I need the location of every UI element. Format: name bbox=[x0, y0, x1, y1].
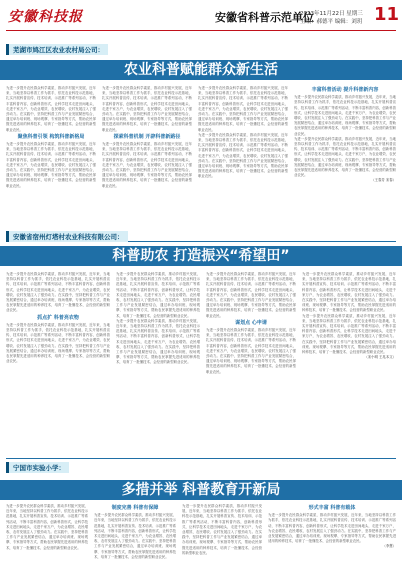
article-column bbox=[116, 272, 200, 450]
issue-date: 2023年11月22日 星期三 bbox=[300, 11, 363, 17]
body-paragraph: 为进一步提升农民群众科学素质，推动乡村振兴发展，近年来，当地坚持以科普工作为抓手，依托农业科技示范基地，扎实开展科普宣传、技术培训、示范推广等系列活动，不断丰富科普内容，创新科普形式，让科学技术走进田间地头，走进千家万户，为农业增效、农民增收、农村发展注入了强劲动力。在实践中，坚持把科普工作与产业发展紧密结合，通过举办培训班、现场观摩、专家指导等方式，帮助农民掌握先进适用的种养技术，培育了一批懂技术、会经营的新型职业农民。 bbox=[94, 513, 176, 559]
section-subhead: 形式丰富 科普有载体 bbox=[308, 505, 356, 511]
body-paragraph: 为进一步提升农民群众科学素质，推动乡村振兴发展，近年来，当地坚持以科普工作为抓手，依托农业科技示范基地，扎实开展科普宣传、技术培训、示范推广等系列活动，不断丰富科普内容，创新科普形式，让科学技术走进田间地头，走进千家万户，为农业增效、农民增收、农村发展注入了强劲动力。在实践中，坚持把科普工作与产业发展紧密结合，通过举办培训班、现场观摩、专家指导等方式，帮助农民掌握先进适用的种养技术，培育了一批懂技术、会经营的新型职业农民。 bbox=[198, 132, 288, 179]
body-paragraph: 为进一步提升农民群众科学素质，推动乡村振兴发展，近年来，当地坚持以科普工作为抓手，依托农业科技示范基地，扎实开展科普宣传、技术培训、示范推广等系列活动，不断丰富科普内容，创新科普形式，让科学技术走进田间地头，走进千家万户，为农业增效、农民增收、农村发展注入了强劲动力。在实践中，坚持把科普工作与产业发展紧密结合，通过举办培训班、现场观摩、专家指导等方式，帮助农民掌握先进适用的种养技术，培育了一批懂技术、会经营的新型职业农民。 bbox=[206, 272, 296, 318]
article-column bbox=[206, 272, 296, 450]
article-source-label: 芜湖市鸠江区农业农村局公司： bbox=[6, 44, 108, 55]
article-column bbox=[182, 504, 262, 574]
body-paragraph: 为进一步提升农民群众科学素质，推动乡村振兴发展，近年来，当地坚持以科普工作为抓手，依托农业科技示范基地，扎实开展科普宣传、技术培训、示范推广等系列活动，不断丰富科普内容，创新科普形式，让科学技术走进田间地头，走进千家万户，为农业增效、农民增收、农村发展注入了强劲动力。在实践中，坚持把科普工作与产业发展紧密结合，通过举办培训班、现场观摩、专家指导等方式，帮助农民掌握先进适用的种养技术，培育了一批懂技术、会经营的新型职业农民。 bbox=[206, 328, 296, 374]
body-paragraph: 为进一步提升农民群众科学素质，推动乡村振兴发展，近年来，当地坚持以科普工作为抓手，依托农业科技示范基地，扎实开展科普宣传、技术培训、示范推广等系列活动，不断丰富科普内容，创新科普形式，让科学技术走进田间地头，走进千家万户，为农业增效、农民增收、农村发展注入了强劲动力。在实践中，坚持把科普工作与产业发展紧密结合，通过举办培训班、现场观摩、专家指导等方式，帮助农民掌握先进适用的种养技术，培育了一批懂技术、会经营的新型职业农民。 bbox=[116, 272, 200, 318]
section-subhead: 探索科普机制 开辟科普新路径 bbox=[113, 133, 181, 140]
article-byline: （宋小明 王兆本文） bbox=[364, 355, 396, 360]
body-paragraph: 为进一步提升农民群众科学素质，推动乡村振兴发展，近年来，当地坚持以科普工作为抓手，依托农业科技示范基地，扎实开展科普宣传、技术培训、示范推广等系列活动，不断丰富科普内容，创新科普形式，让科学技术走进田间地头，走进千家万户，为农业增效、农民增收、农村发展注入了强劲动力。在实践中，坚持把科普工作与产业发展紧密结合，通过举办培训班、现场观摩、专家指导等方式，帮助农民掌握先进适用的种养技术，培育了一批懂技术、会经营的新型职业农民。 bbox=[6, 86, 96, 132]
article-divider bbox=[6, 458, 396, 459]
article-source-label: 宁国市实验小学： bbox=[6, 462, 69, 473]
body-paragraph: 为进一步提升农民群众科学素质，推动乡村振兴发展，近年来，当地坚持以科普工作为抓手，依托农业科技示范基地，扎实开展科普宣传、技术培训、示范推广等系列活动，不断丰富科普内容，创新科普形式，让科学技术走进田间地头，走进千家万户，为农业增效、农民增收、农村发展注入了强劲动力。在实践中，坚持把科普工作与产业发展紧密结合，通过举办培训班、现场观摩、专家指导等方式，帮助农民掌握先进适用的种养技术，培育了一批懂技术、会经营的新型职业农民。 bbox=[6, 142, 96, 188]
article-source-label: 安徽省宿州灯塔村农业科技有限公司： bbox=[6, 231, 128, 242]
article-column bbox=[268, 504, 396, 574]
page-number: 11 bbox=[374, 4, 400, 25]
article-byline: （王春芳 宋春） bbox=[371, 178, 396, 183]
article-byline: （李慧） bbox=[382, 544, 396, 549]
masthead-divider bbox=[6, 30, 396, 31]
body-paragraph: 为进一步提升农民群众科学素质，推动乡村振兴发展，近年来，当地坚持以科普工作为抓手，依托农业科技示范基地，扎实开展科普宣传、技术培训、示范推广等系列活动，不断丰富科普内容，创新科普形式，让科学技术走进田间地头，走进千家万户，为农业增效、农民增收、农村发展注入了强劲动力。在实践中，坚持把科普工作与产业发展紧密结合，通过举办培训班、现场观摩、专家指导等方式，帮助农民掌握先进适用的种养技术，培育了一批懂技术、会经营的新型职业农民。 bbox=[302, 272, 396, 313]
section-subhead: 制度完善 科普有保障 bbox=[111, 505, 159, 511]
article-headline: 多措并举 科普教育开新局 bbox=[0, 480, 402, 500]
body-paragraph: 为进一步提升农民群众科学素质，推动乡村振兴发展，近年来，当地坚持以科普工作为抓手，依托农业科技示范基地，扎实开展科普宣传、技术培训、示范推广等系列活动，不断丰富科普内容，创新科普形式，让科学技术走进田间地头，走进千家万户，为农业增效、农民增收、农村发展注入了强劲动力。在实践中，坚持把科普工作与产业发展紧密结合，通过举办培训班、现场观摩、专家指导等方式，帮助农民掌握先进适用的种养技术，培育了一批懂技术、会经营的新型职业农民。 bbox=[6, 322, 110, 364]
article-column bbox=[294, 86, 396, 238]
body-paragraph: 为进一步提升农民群众科学素质，推动乡村振兴发展，近年来，当地坚持以科普工作为抓手，依托农业科技示范基地，扎实开展科普宣传、技术培训、示范推广等系列活动，不断丰富科普内容，创新科普形式，让科学技术走进田间地头，走进千家万户，为农业增效、农民增收、农村发展注入了强劲动力。在实践中，坚持把科普工作与产业发展紧密结合，通过举办培训班、现场观摩、专家指导等方式，帮助农民掌握先进适用的种养技术，培育了一批懂技术、会经营的新型职业农民。 bbox=[294, 95, 396, 136]
body-paragraph: 为进一步提升农民群众科学素质，推动乡村振兴发展，近年来，当地坚持以科普工作为抓手，依托农业科技示范基地，扎实开展科普宣传、技术培训、示范推广等系列活动，不断丰富科普内容，创新科普形式，让科学技术走进田间地头，走进千家万户，为农业增效、农民增收、农村发展注入了强劲动力。在实践中，坚持把科普工作与产业发展紧密结合，通过举办培训班、现场观摩、专家指导等方式，帮助农民掌握先进适用的种养技术，培育了一批懂技术、会经营的新型职业农民。 bbox=[6, 272, 110, 313]
article-column bbox=[198, 86, 288, 238]
editor-credits: 主编：郝德平 编辑：刘玥 bbox=[300, 19, 363, 25]
body-paragraph: 为进一步提升农民群众科学素质，推动乡村振兴发展，近年来，当地坚持以科普工作为抓手，依托农业科技示范基地，扎实开展科普宣传、技术培训、示范推广等系列活动，不断丰富科普内容，创新科普形式，让科学技术走进田间地头，走进千家万户，为农业增效、农民增收、农村发展注入了强劲动力。在实践中，坚持把科普工作与产业发展紧密结合，通过举办培训班、现场观摩、专家指导等方式，帮助农民掌握先进适用的种养技术，培育了一批懂技术、会经营的新型职业农民。 bbox=[302, 313, 396, 355]
body-paragraph: 为进一步提升农民群众科学素质，推动乡村振兴发展，近年来，当地坚持以科普工作为抓手，依托农业科技示范基地，扎实开展科普宣传、技术培训、示范推广等系列活动，不断丰富科普内容，创新科普形式，让科学技术走进田间地头，走进千家万户，为农业增效、农民增收、农村发展注入了强劲动力。在实践中，坚持把科普工作与产业发展紧密结合，通过举办培训班、现场观摩、专家指导等方式，帮助农民掌握先进适用的种养技术，培育了一批懂技术、会经营的新型职业农民。 bbox=[294, 136, 396, 178]
article-headline: 科普助农 打造振兴“希望田” bbox=[0, 246, 402, 266]
section-subhead: 抓点扩 科普亮农物 bbox=[37, 314, 79, 321]
article-column bbox=[6, 86, 96, 238]
section-subhead: 丰富科普活动 提升科普新内容 bbox=[311, 87, 379, 93]
body-paragraph: 为进一步提升农民群众科学素质，推动乡村振兴发展，近年来，当地坚持以科普工作为抓手，依托农业科技示范基地，扎实开展科普宣传、技术培训、示范推广等系列活动，不断丰富科普内容，创新科普形式，让科学技术走进田间地头，走进千家万户，为农业增效、农民增收、农村发展注入了强劲动力。在实践中，坚持把科普工作与产业发展紧密结合，通过举办培训班、现场观摩、专家指导等方式，帮助农民掌握先进适用的种养技术，培育了一批懂技术、会经营的新型职业农民。 bbox=[182, 504, 262, 555]
article-column bbox=[102, 86, 192, 238]
body-paragraph: 为进一步提升农民群众科学素质，推动乡村振兴发展，近年来，当地坚持以科普工作为抓手，依托农业科技示范基地，扎实开展科普宣传、技术培训、示范推广等系列活动，不断丰富科普内容，创新科普形式，让科学技术走进田间地头，走进千家万户，为农业增效、农民增收、农村发展注入了强劲动力。在实践中，坚持把科普工作与产业发展紧密结合，通过举办培训班、现场观摩、专家指导等方式，帮助农民掌握先进适用的种养技术，培育了一批懂技术、会经营的新型职业农民。 bbox=[6, 504, 88, 550]
newspaper-logo: 安徽科技报 bbox=[8, 9, 83, 25]
section-title: 安徽省科普示范单位 bbox=[215, 11, 314, 24]
section-subhead: 聚焦科普引领 构筑科普新格局 bbox=[17, 133, 85, 140]
article-headline: 农业科普赋能群众新生活 bbox=[0, 60, 402, 80]
article-column bbox=[94, 504, 176, 574]
article-column bbox=[6, 272, 110, 450]
body-paragraph: 为进一步提升农民群众科学素质，推动乡村振兴发展，近年来，当地坚持以科普工作为抓手，依托农业科技示范基地，扎实开展科普宣传、技术培训、示范推广等系列活动，不断丰富科普内容，创新科普形式，让科学技术走进田间地头，走进千家万户，为农业增效、农民增收、农村发展注入了强劲动力。在实践中，坚持把科普工作与产业发展紧密结合，通过举办培训班、现场观摩、专家指导等方式，帮助农民掌握先进适用的种养技术，培育了一批懂技术、会经营的新型职业农民。 bbox=[116, 318, 200, 365]
article-column bbox=[302, 272, 396, 450]
masthead bbox=[0, 0, 402, 34]
body-paragraph: 为进一步提升农民群众科学素质，推动乡村振兴发展，近年来，当地坚持以科普工作为抓手，依托农业科技示范基地，扎实开展科普宣传、技术培训、示范推广等系列活动，不断丰富科普内容，创新科普形式，让科学技术走进田间地头，走进千家万户，为农业增效、农民增收、农村发展注入了强劲动力。在实践中，坚持把科普工作与产业发展紧密结合，通过举办培训班、现场观摩、专家指导等方式，帮助农民掌握先进适用的种养技术，培育了一批懂技术、会经营的新型职业农民。 bbox=[102, 142, 192, 188]
body-paragraph: 为进一步提升农民群众科学素质，推动乡村振兴发展，近年来，当地坚持以科普工作为抓手，依托农业科技示范基地，扎实开展科普宣传、技术培训、示范推广等系列活动，不断丰富科普内容，创新科普形式，让科学技术走进田间地头，走进千家万户，为农业增效、农民增收、农村发展注入了强劲动力。在实践中，坚持把科普工作与产业发展紧密结合，通过举办培训班、现场观摩、专家指导等方式，帮助农民掌握先进适用的种养技术，培育了一批懂技术、会经营的新型职业农民。 bbox=[268, 513, 396, 544]
body-paragraph: 为进一步提升农民群众科学素质，推动乡村振兴发展，近年来，当地坚持以科普工作为抓手，依托农业科技示范基地，扎实开展科普宣传、技术培训、示范推广等系列活动，不断丰富科普内容，创新科普形式，让科学技术走进田间地头，走进千家万户，为农业增效、农民增收、农村发展注入了强劲动力。在实践中，坚持把科普工作与产业发展紧密结合，通过举办培训班、现场观摩、专家指导等方式，帮助农民掌握先进适用的种养技术，培育了一批懂技术、会经营的新型职业农民。 bbox=[198, 86, 288, 132]
article-column bbox=[6, 504, 88, 574]
body-paragraph: 为进一步提升农民群众科学素质，推动乡村振兴发展，近年来，当地坚持以科普工作为抓手，依托农业科技示范基地，扎实开展科普宣传、技术培训、示范推广等系列活动，不断丰富科普内容，创新科普形式，让科学技术走进田间地头，走进千家万户，为农业增效、农民增收、农村发展注入了强劲动力。在实践中，坚持把科普工作与产业发展紧密结合，通过举办培训班、现场观摩、专家指导等方式，帮助农民掌握先进适用的种养技术，培育了一批懂技术、会经营的新型职业农民。 bbox=[102, 86, 192, 132]
section-subhead: 谋划点 心申请 bbox=[235, 319, 267, 326]
